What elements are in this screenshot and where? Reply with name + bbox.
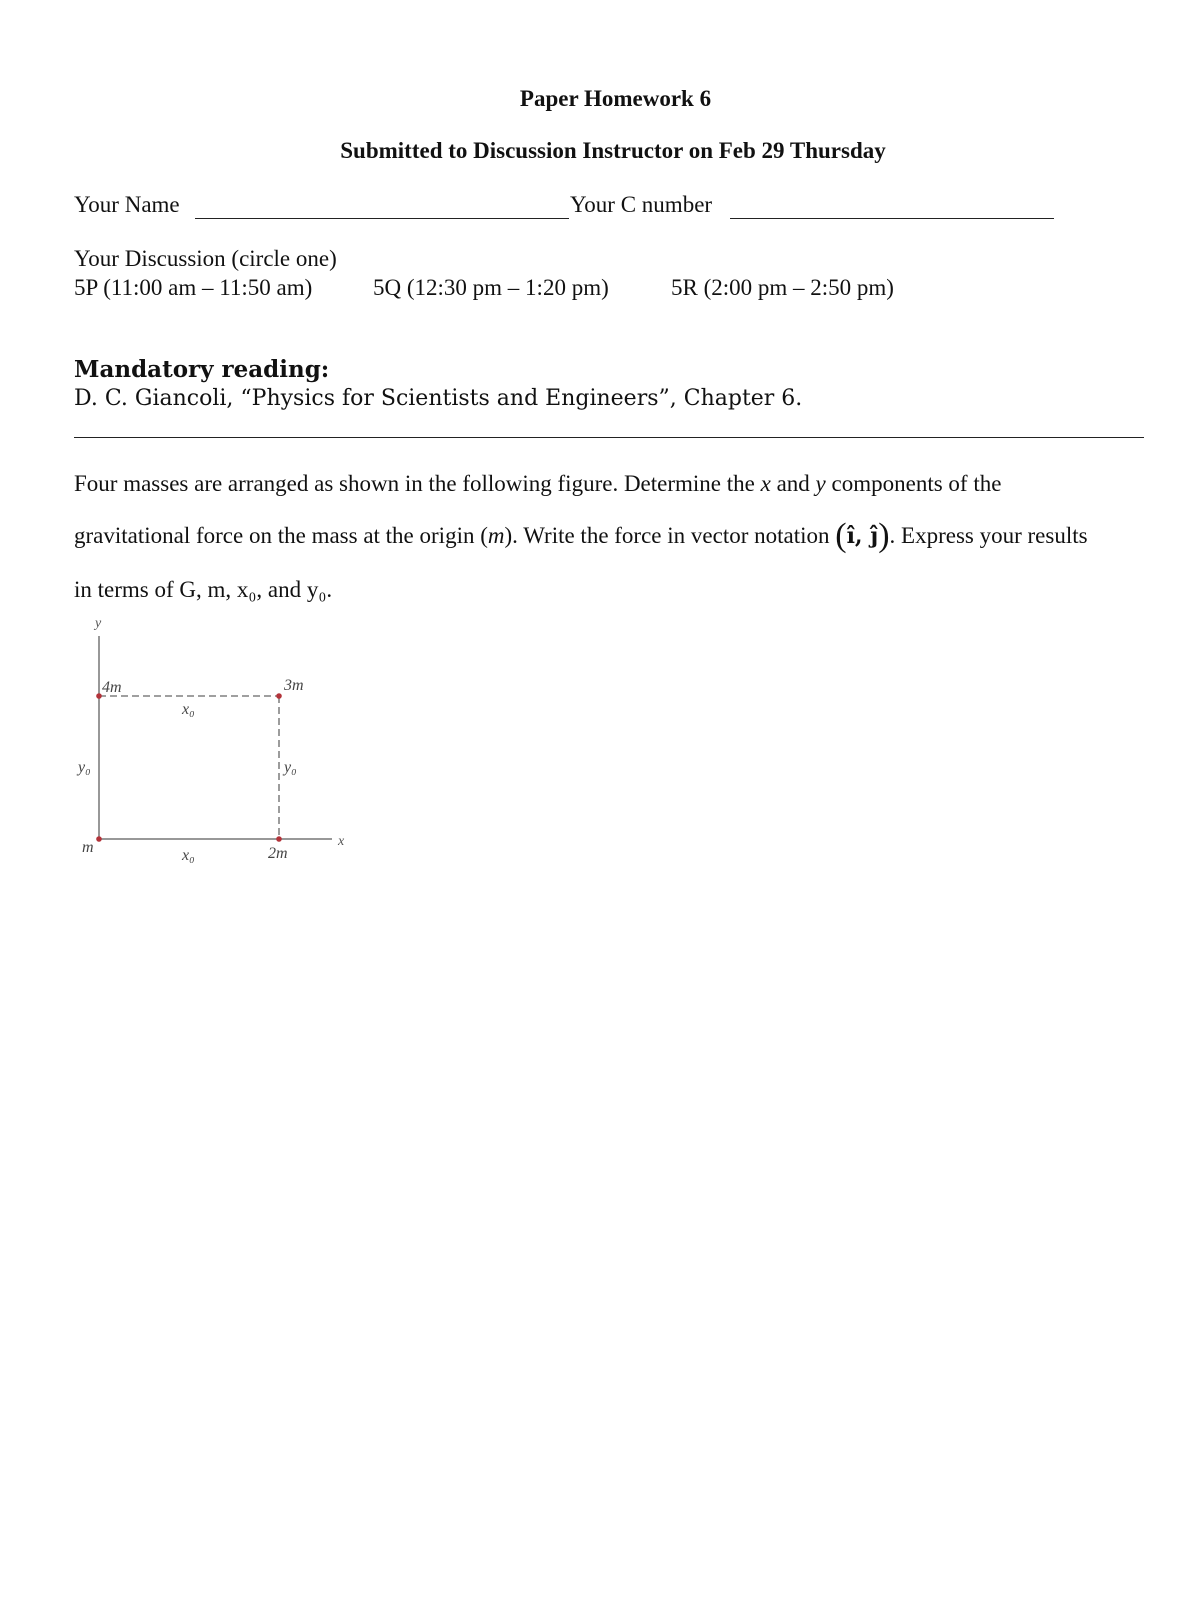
discussion-option-5p[interactable]: 5P (11:00 am – 11:50 am)	[74, 275, 313, 300]
discussion-label: Your Discussion (circle one)	[74, 246, 337, 271]
label-y0-right: y₀	[284, 759, 297, 776]
label-m: m	[82, 839, 94, 856]
section-divider	[74, 437, 1144, 438]
page-title: Paper Homework 6	[519, 86, 712, 111]
mass-arrangement-figure	[70, 612, 370, 872]
problem-line-1	[74, 472, 1174, 496]
paren-open: (	[835, 517, 847, 554]
axis-x-label: x	[338, 834, 345, 849]
mass-4m-dot	[96, 693, 102, 699]
problem-text: Four masses are arranged as shown in the following figure. Determine the	[74, 471, 761, 496]
problem-text: gravitational force on the mass at the origin (	[74, 523, 488, 548]
problem-line-3: in terms of G, m, x₀, and y₀.	[74, 577, 333, 602]
reading-reference: D. C. Giancoli, “Physics for Scientists and Engineers”, Chapter 6.	[74, 386, 803, 411]
problem-text: components of the	[825, 471, 1002, 496]
var-x: x	[760, 471, 771, 496]
paren-close: )	[878, 517, 890, 554]
var-y: y	[815, 471, 826, 496]
label-4m: 4m	[102, 679, 122, 696]
problem-text: ). Write the force in vector notation	[504, 523, 836, 548]
mass-m-dot	[96, 836, 102, 842]
discussion-option-5q[interactable]: 5Q (12:30 pm – 1:20 pm)	[373, 275, 609, 300]
page-subtitle: Submitted to Discussion Instructor on Feb 29 Thursday	[340, 138, 886, 163]
problem-text: and	[770, 471, 816, 496]
cnumber-field[interactable]	[730, 218, 1054, 219]
problem-line-2	[74, 517, 1174, 554]
mass-2m-dot	[276, 836, 282, 842]
vector-notation: î, ĵ	[846, 523, 879, 549]
label-x0-bottom: x₀	[182, 847, 195, 864]
name-field[interactable]	[195, 218, 569, 219]
label-3m: 3m	[284, 677, 304, 694]
cnumber-label: Your C number	[570, 192, 713, 217]
label-2m: 2m	[268, 845, 288, 862]
problem-text: . Express your results	[889, 523, 1088, 548]
name-label: Your Name	[74, 192, 180, 217]
label-y0-left: y₀	[78, 759, 91, 776]
var-m: m	[487, 523, 505, 548]
mass-3m-dot	[276, 693, 282, 699]
reading-heading: Mandatory reading:	[74, 356, 330, 383]
label-x0-top: x₀	[182, 701, 195, 718]
axis-y-label: y	[95, 616, 102, 631]
discussion-option-5r[interactable]: 5R (2:00 pm – 2:50 pm)	[671, 275, 894, 300]
